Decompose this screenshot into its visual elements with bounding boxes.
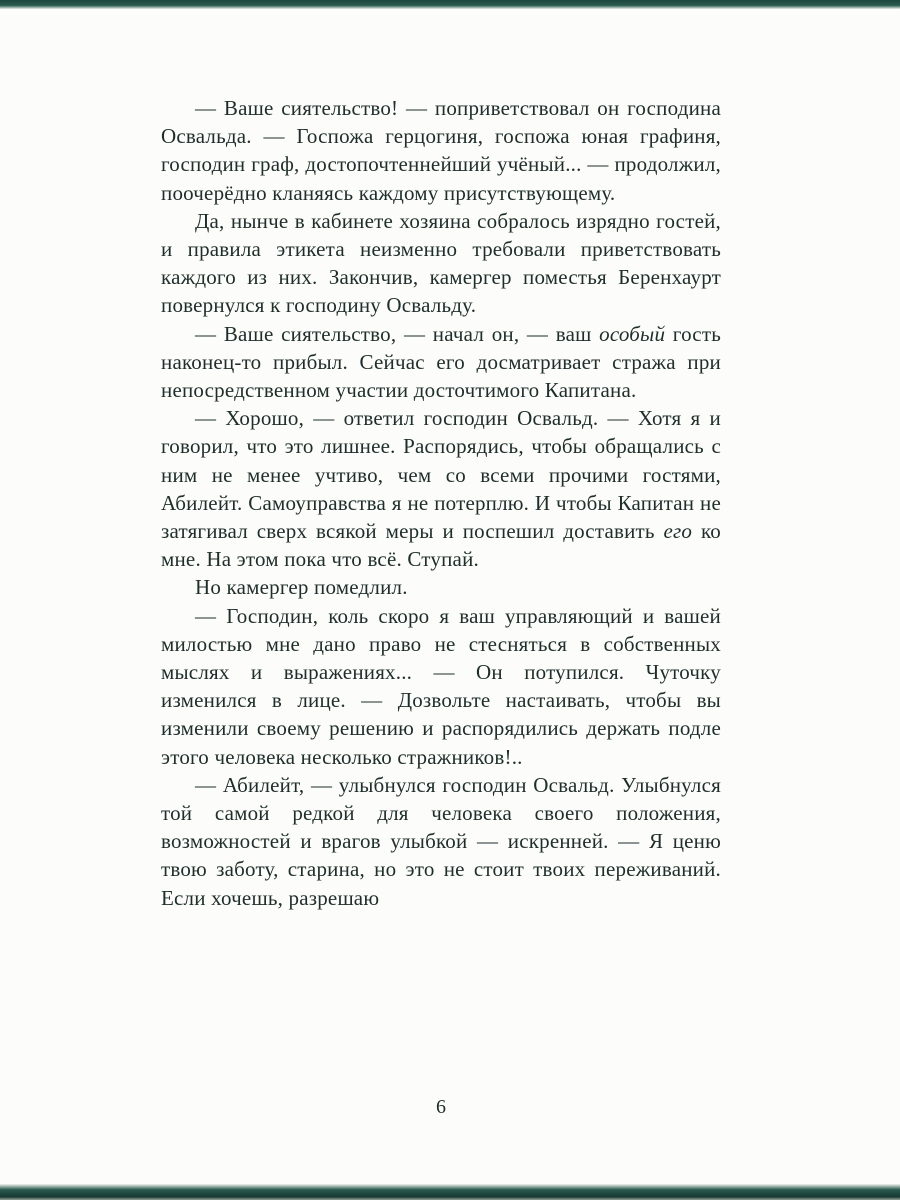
paragraph — [161, 602, 721, 771]
emphasized-text-run: его — [663, 519, 693, 544]
paragraph — [161, 94, 721, 207]
text-run: ко мне. На этом пока что всё. Ступай. — [161, 519, 721, 572]
emphasized-text-run: особый — [599, 321, 666, 346]
page-text-block — [161, 94, 721, 912]
book-cover-edge-top — [0, 0, 900, 9]
paragraph — [161, 320, 721, 405]
text-run: — Господин, коль скоро я ваш управляющий и вашей милостью мне дано право не стесняться в собственных мыслях и выражениях... — Он потупился. Чуточку изменился в лице. — Дозвольте настаивать, чтобы вы изменили своему решению и распорядились держать подле этого человека несколько стражников!.. — [161, 603, 721, 769]
text-run: Да, нынче в кабинете хозяина собралось изрядно гостей, и правила этикета неизменно требовали приветствовать каждого из них. Закончив, камергер поместья Беренхаурт повернулся к господину Освальду. — [161, 208, 721, 318]
text-run: — Хорошо, — ответил господин Освальд. — Хотя я и говорил, что это лишнее. Распорядись, чтобы обращались с ним не менее учтиво, чем со всеми прочими гостями, Абилейт. Самоуправства я не потерплю. И чтобы Капитан не затягивал сверх всякой меры и поспешил доставить — [161, 406, 721, 544]
text-run: Но камергер помедлил. — [195, 575, 408, 600]
book-cover-edge-bottom — [0, 1184, 900, 1200]
paragraph — [161, 207, 721, 320]
text-run: гость наконец-то прибыл. Сейчас его досматривает стража при непосредственном участии досточтимого Капитана. — [161, 321, 721, 403]
paragraph — [161, 771, 721, 912]
text-run: — Ваше сиятельство! — поприветствовал он господина Освальда. — Госпожа герцогиня, госпожа юная графиня, господин граф, достопочтеннейший учёный... — продолжил, поочерёдно кланяясь каждому присутствующему. — [161, 96, 721, 205]
text-run: — Абилейт, — улыбнулся господин Освальд. Улыбнулся той самой редкой для человека своего положения, возможностей и врагов улыбкой — искренней. — Я ценю твою заботу, старина, но это не стоит твоих переживаний. Если хочешь, разрешаю — [161, 772, 721, 910]
paragraph — [161, 404, 721, 573]
text-run: — Ваше сиятельство, — начал он, — ваш — [195, 321, 600, 346]
page-number: 6 — [436, 1096, 446, 1118]
paragraph — [161, 573, 721, 601]
